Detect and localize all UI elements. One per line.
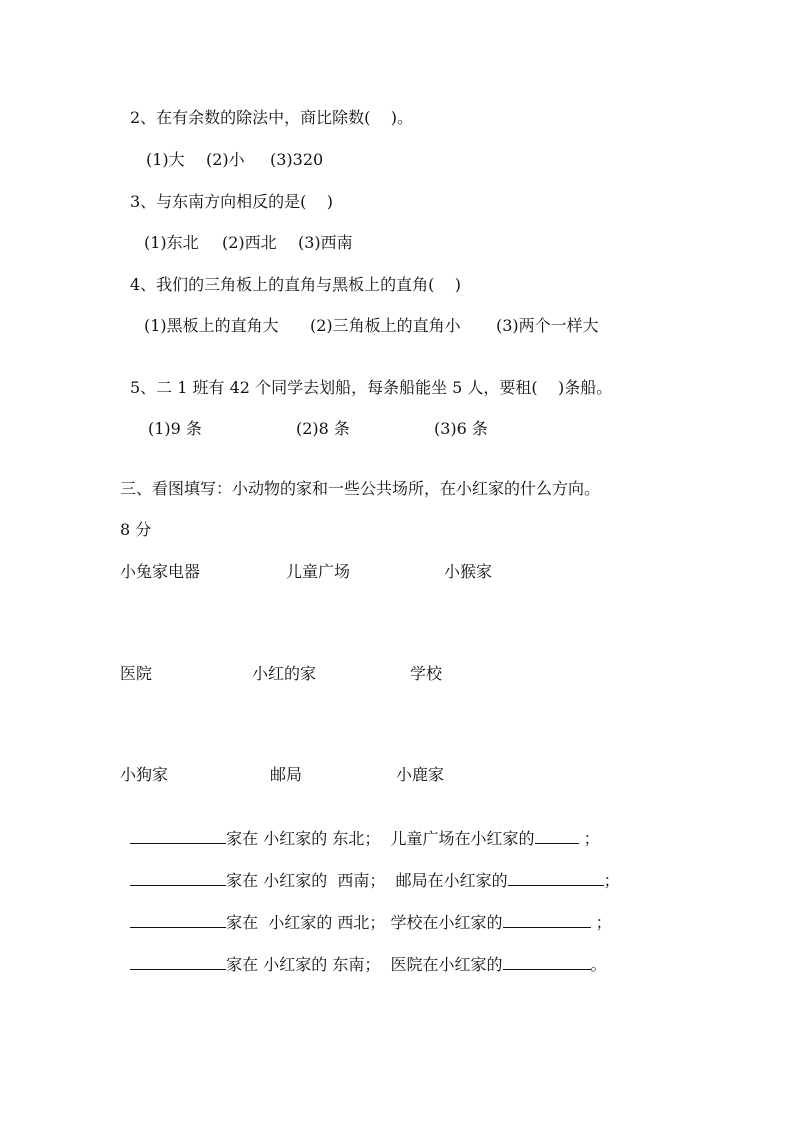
question-3-option-2: (2)西北	[222, 233, 277, 252]
answer-blank-4a[interactable]	[130, 953, 226, 970]
question-3-option-3: (3)西南	[298, 233, 353, 252]
question-5-stem: 5、二 1 班有 42 个同学去划船，每条船能坐 5 人，要租( )条船。	[130, 378, 613, 397]
map-cell-north: 儿童广场	[286, 562, 351, 581]
question-4-option-1: (1)黑板上的直角大	[144, 316, 279, 335]
question-2-option-3: (3)320	[270, 150, 324, 169]
map-cell-southeast: 小鹿家	[396, 765, 445, 784]
question-5-option-1: (1)9 条	[148, 419, 202, 438]
map-cell-northwest: 小兔家电器	[120, 562, 201, 581]
question-2-option-2: (2)小	[206, 150, 245, 169]
answer-blank-3a[interactable]	[130, 911, 226, 928]
question-2-option-1: (1)大	[146, 150, 185, 169]
question-5-option-3: (3)6 条	[434, 419, 488, 438]
question-2-stem: 2、在有余数的除法中，商比除数( )。	[130, 108, 414, 127]
answer-blank-1b[interactable]	[535, 827, 579, 844]
map-cell-southwest: 小狗家	[120, 765, 169, 784]
question-5-option-2: (2)8 条	[296, 419, 350, 438]
map-cell-west: 医院	[120, 664, 153, 683]
answer-blank-4b[interactable]	[503, 953, 591, 970]
question-4-stem: 4、我们的三角板上的直角与黑板上的直角( )	[130, 275, 462, 294]
answer-blank-2a[interactable]	[130, 869, 226, 886]
question-4-option-2: (2)三角板上的直角小	[310, 316, 461, 335]
map-cell-center: 小红的家	[252, 664, 317, 683]
answer-blank-3b[interactable]	[503, 911, 591, 928]
fill-row-2: 家在 小红家的 西南； 邮局在小红家的 ；	[120, 849, 620, 891]
answer-blank-2b[interactable]	[508, 869, 604, 886]
section-3-title: 三、看图填写：小动物的家和一些公共场所，在小红家的什么方向。	[120, 479, 601, 498]
map-cell-east: 学校	[410, 664, 443, 683]
fill-row-1: 家在 小红家的 东北； 儿童广场在小红家的 ；	[120, 807, 600, 849]
answer-blank-1a[interactable]	[130, 827, 226, 844]
question-3-option-1: (1)东北	[144, 233, 199, 252]
question-3-stem: 3、与东南方向相反的是( )	[130, 192, 334, 211]
map-cell-northeast: 小猴家	[444, 562, 493, 581]
fill-row-3: 家在 小红家的 西北； 学校在小红家的 ；	[120, 891, 612, 933]
fill-row-4: 家在 小红家的 东南； 医院在小红家的 。	[120, 933, 607, 975]
map-cell-south: 邮局	[270, 765, 303, 784]
question-4-option-3: (3)两个一样大	[496, 316, 599, 335]
section-3-points: 8 分	[120, 520, 152, 539]
